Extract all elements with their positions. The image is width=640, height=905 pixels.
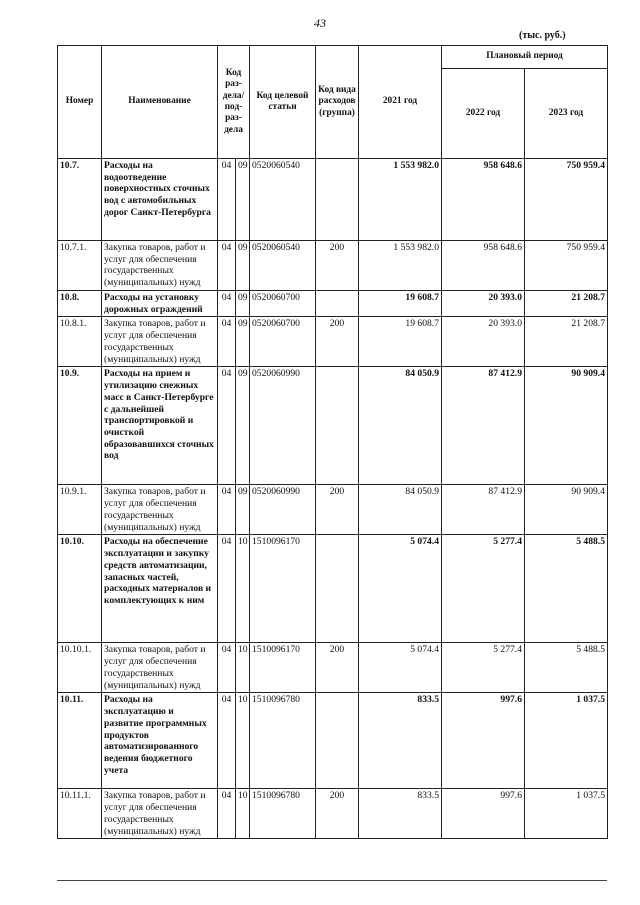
row-value-2022: 87 412.9 [442, 485, 525, 535]
units-label: (тыс. руб.) [519, 30, 566, 41]
row-value-2022: 5 277.4 [442, 535, 525, 643]
row-number: 10.8.1. [58, 317, 102, 367]
budget-table [57, 45, 608, 839]
header-name: Наименование [102, 46, 218, 159]
row-value-2023: 1 037.5 [525, 693, 608, 789]
row-value-2021: 84 050.9 [359, 367, 442, 485]
row-value-2022: 997.6 [442, 693, 525, 789]
table-row [58, 317, 608, 367]
row-number: 10.11. [58, 693, 102, 789]
row-target-code: 0520060990 [250, 485, 316, 535]
row-target-code: 1510096170 [250, 535, 316, 643]
header-expense-type: Код вида расходов (группа) [316, 46, 359, 159]
row-name: Расходы на прием и утилизацию снежных масс в Санкт-Петербурге с дальнейшей транспортировкой и очисткой образовавшихся сточных вод [102, 367, 218, 485]
row-value-2023: 21 208.7 [525, 291, 608, 317]
row-subsection: 10 [236, 693, 250, 789]
row-name: Закупка товаров, работ и услуг для обеспечения государственных (муниципальных) нужд [102, 643, 218, 693]
row-expense-type [316, 291, 359, 317]
table-row [58, 485, 608, 535]
row-value-2022: 87 412.9 [442, 367, 525, 485]
row-section: 04 [218, 485, 236, 535]
row-value-2022: 20 393.0 [442, 317, 525, 367]
row-value-2022: 20 393.0 [442, 291, 525, 317]
row-section: 04 [218, 367, 236, 485]
table-row [58, 159, 608, 241]
table-row [58, 789, 608, 839]
row-number: 10.9. [58, 367, 102, 485]
row-number: 10.7.1. [58, 241, 102, 291]
row-target-code: 0520060700 [250, 317, 316, 367]
row-target-code: 1510096780 [250, 789, 316, 839]
row-name: Закупка товаров, работ и услуг для обеспечения государственных (муниципальных) нужд [102, 789, 218, 839]
row-value-2021: 19 608.7 [359, 291, 442, 317]
row-target-code: 1510096170 [250, 643, 316, 693]
row-value-2023: 21 208.7 [525, 317, 608, 367]
header-2021: 2021 год [359, 46, 442, 159]
row-value-2023: 750 959.4 [525, 159, 608, 241]
row-section: 04 [218, 693, 236, 789]
row-target-code: 0520060540 [250, 159, 316, 241]
header-plan-period: Плановый период [442, 46, 608, 69]
table-row [58, 535, 608, 643]
row-name: Расходы на установку дорожных ограждений [102, 291, 218, 317]
row-subsection: 09 [236, 241, 250, 291]
row-value-2021: 84 050.9 [359, 485, 442, 535]
row-name: Расходы на обеспечение эксплуатации и закупку средств автоматизации, запасных частей, расходных материалов и комплектующих к ним [102, 535, 218, 643]
row-subsection: 09 [236, 317, 250, 367]
row-value-2021: 19 608.7 [359, 317, 442, 367]
row-value-2023: 5 488.5 [525, 535, 608, 643]
table-row [58, 241, 608, 291]
header-2023: 2023 год [525, 69, 608, 159]
row-expense-type [316, 159, 359, 241]
row-subsection: 09 [236, 367, 250, 485]
row-expense-type: 200 [316, 485, 359, 535]
row-value-2023: 90 909.4 [525, 485, 608, 535]
row-subsection: 10 [236, 789, 250, 839]
row-subsection: 10 [236, 535, 250, 643]
row-value-2023: 5 488.5 [525, 643, 608, 693]
row-section: 04 [218, 291, 236, 317]
row-expense-type [316, 535, 359, 643]
row-value-2022: 958 648.6 [442, 159, 525, 241]
row-subsection: 09 [236, 485, 250, 535]
row-value-2023: 1 037.5 [525, 789, 608, 839]
row-name: Закупка товаров, работ и услуг для обеспечения государственных (муниципальных) нужд [102, 241, 218, 291]
row-subsection: 09 [236, 291, 250, 317]
row-expense-type [316, 367, 359, 485]
row-value-2021: 1 553 982.0 [359, 241, 442, 291]
row-number: 10.10. [58, 535, 102, 643]
row-section: 04 [218, 789, 236, 839]
row-name: Закупка товаров, работ и услуг для обеспечения государственных (муниципальных) нужд [102, 485, 218, 535]
table-row [58, 291, 608, 317]
row-target-code: 1510096780 [250, 693, 316, 789]
row-value-2022: 997.6 [442, 789, 525, 839]
row-value-2021: 833.5 [359, 693, 442, 789]
header-2022: 2022 год [442, 69, 525, 159]
row-value-2021: 5 074.4 [359, 535, 442, 643]
row-section: 04 [218, 159, 236, 241]
row-expense-type: 200 [316, 643, 359, 693]
row-expense-type: 200 [316, 789, 359, 839]
header-section: Код раз-дела/ под-раз-дела [218, 46, 250, 159]
header-target: Код целевой статьи [250, 46, 316, 159]
header-number: Номер [58, 46, 102, 159]
table-row [58, 367, 608, 485]
row-number: 10.10.1. [58, 643, 102, 693]
row-name: Расходы на эксплуатацию и развитие программных продуктов автоматизированного ведения бюджетного учета [102, 693, 218, 789]
row-value-2021: 5 074.4 [359, 643, 442, 693]
row-value-2021: 1 553 982.0 [359, 159, 442, 241]
row-target-code: 0520060990 [250, 367, 316, 485]
row-expense-type [316, 693, 359, 789]
page-number: 43 [314, 16, 326, 30]
row-value-2023: 750 959.4 [525, 241, 608, 291]
row-subsection: 09 [236, 159, 250, 241]
row-value-2023: 90 909.4 [525, 367, 608, 485]
table-row [58, 643, 608, 693]
row-expense-type: 200 [316, 317, 359, 367]
row-number: 10.9.1. [58, 485, 102, 535]
row-section: 04 [218, 535, 236, 643]
row-section: 04 [218, 241, 236, 291]
row-name: Расходы на водоотведение поверхностных сточных вод с автомобильных дорог Санкт-Петербурга [102, 159, 218, 241]
row-value-2022: 5 277.4 [442, 643, 525, 693]
row-section: 04 [218, 643, 236, 693]
row-number: 10.11.1. [58, 789, 102, 839]
row-number: 10.7. [58, 159, 102, 241]
row-target-code: 0520060700 [250, 291, 316, 317]
row-section: 04 [218, 317, 236, 367]
row-subsection: 10 [236, 643, 250, 693]
row-expense-type: 200 [316, 241, 359, 291]
row-value-2022: 958 648.6 [442, 241, 525, 291]
row-number: 10.8. [58, 291, 102, 317]
row-value-2021: 833.5 [359, 789, 442, 839]
table-row [58, 693, 608, 789]
row-name: Закупка товаров, работ и услуг для обеспечения государственных (муниципальных) нужд [102, 317, 218, 367]
row-target-code: 0520060540 [250, 241, 316, 291]
page-footer-rule [57, 880, 607, 881]
